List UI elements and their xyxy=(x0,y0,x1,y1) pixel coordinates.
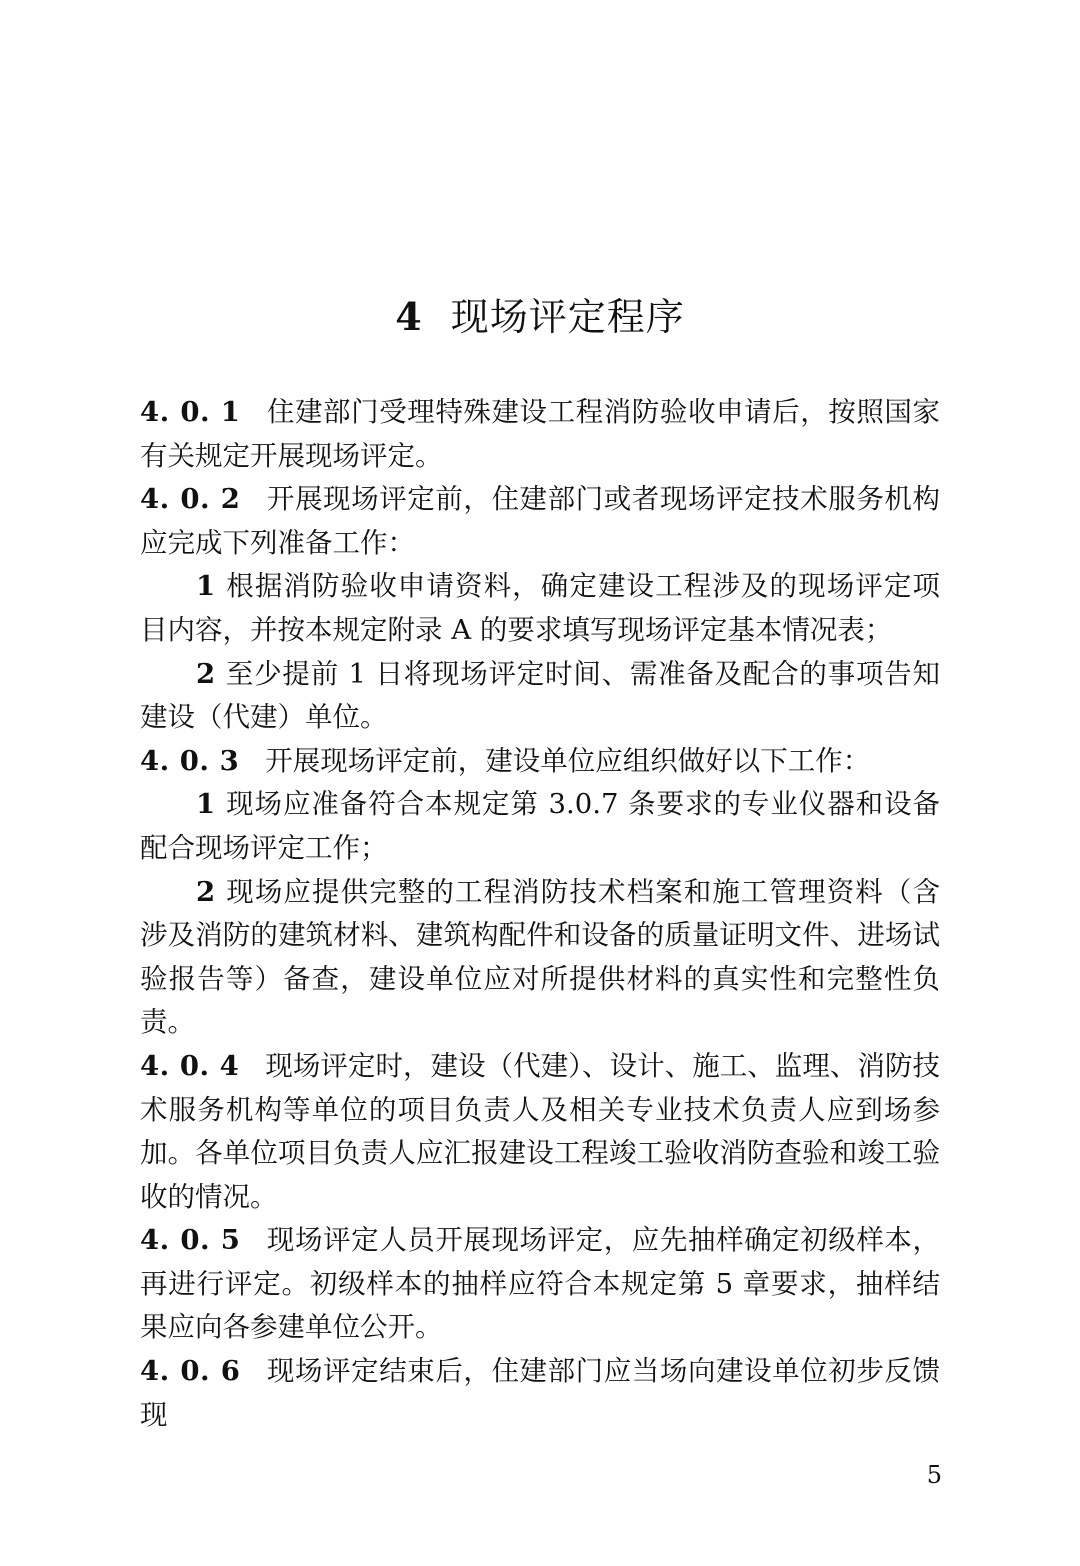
chapter-title xyxy=(0,292,1080,342)
clause-4-0-2 xyxy=(140,478,940,565)
clause-number: 4. 0. 1 xyxy=(140,396,241,428)
item-text: 现场应准备符合本规定第 3.0.7 条要求的专业仪器和设备配合现场评定工作； xyxy=(140,788,940,864)
item-text: 现场应提供完整的工程消防技术档案和施工管理资料（含涉及消防的建筑材料、建筑构配件和设备的质量证明文件、进场试验报告等）备查，建设单位应对所提供材料的真实性和完整性负责。 xyxy=(140,875,940,1039)
item-number: 2 xyxy=(196,657,216,690)
clause-text: 开展现场评定前，住建部门或者现场评定技术服务机构应完成下列准备工作： xyxy=(140,483,941,559)
chapter-number: 4 xyxy=(395,294,423,339)
clause-4-0-6 xyxy=(140,1350,940,1437)
item-number: 1 xyxy=(196,570,216,603)
clause-4-0-2-item-1 xyxy=(140,565,940,652)
clause-number: 4. 0. 5 xyxy=(140,1224,241,1257)
item-text: 至少提前 1 日将现场评定时间、需准备及配合的事项告知建设（代建）单位。 xyxy=(140,657,940,734)
clause-text: 开展现场评定前，建设单位应组织做好以下工作： xyxy=(265,744,871,777)
clause-4-0-3-item-1 xyxy=(140,783,940,870)
clause-number: 4. 0. 2 xyxy=(140,483,241,516)
item-number: 1 xyxy=(196,788,216,821)
clause-4-0-2-item-2 xyxy=(140,653,940,740)
clause-number: 4. 0. 4 xyxy=(140,1049,240,1082)
clause-number: 4. 0. 6 xyxy=(140,1355,241,1388)
clause-4-0-3-item-2 xyxy=(140,871,940,1045)
body-text xyxy=(140,391,940,1437)
clause-text: 现场评定时，建设（代建）、设计、施工、监理、消防技术服务机构等单位的项目负责人及相关专业技术负责人应到场参加。各单位项目负责人应汇报建设工程竣工验收消防查验和竣工验收的情况。 xyxy=(140,1049,940,1213)
clause-text: 现场评定人员开展现场评定，应先抽样确定初级样本，再进行评定。初级样本的抽样应符合本规定第 5 章要求，抽样结果应向各参建单位公开。 xyxy=(140,1224,941,1344)
clause-4-0-5 xyxy=(140,1219,940,1350)
clause-4-0-4 xyxy=(140,1045,940,1219)
page-number: 5 xyxy=(926,1461,942,1489)
clause-text: 住建部门受理特殊建设工程消防验收申请后，按照国家有关规定开展现场评定。 xyxy=(140,396,941,472)
clause-4-0-1 xyxy=(140,391,940,478)
item-text: 根据消防验收申请资料，确定建设工程涉及的现场评定项目内容，并按本规定附录 A 的要求填写现场评定基本情况表； xyxy=(140,570,940,646)
clause-number: 4. 0. 3 xyxy=(140,744,240,777)
chapter-title-text: 现场评定程序 xyxy=(450,295,685,339)
clause-text: 现场评定结束后，住建部门应当场向建设单位初步反馈现 xyxy=(140,1355,941,1431)
clause-4-0-3 xyxy=(140,740,940,784)
item-number: 2 xyxy=(196,875,216,908)
